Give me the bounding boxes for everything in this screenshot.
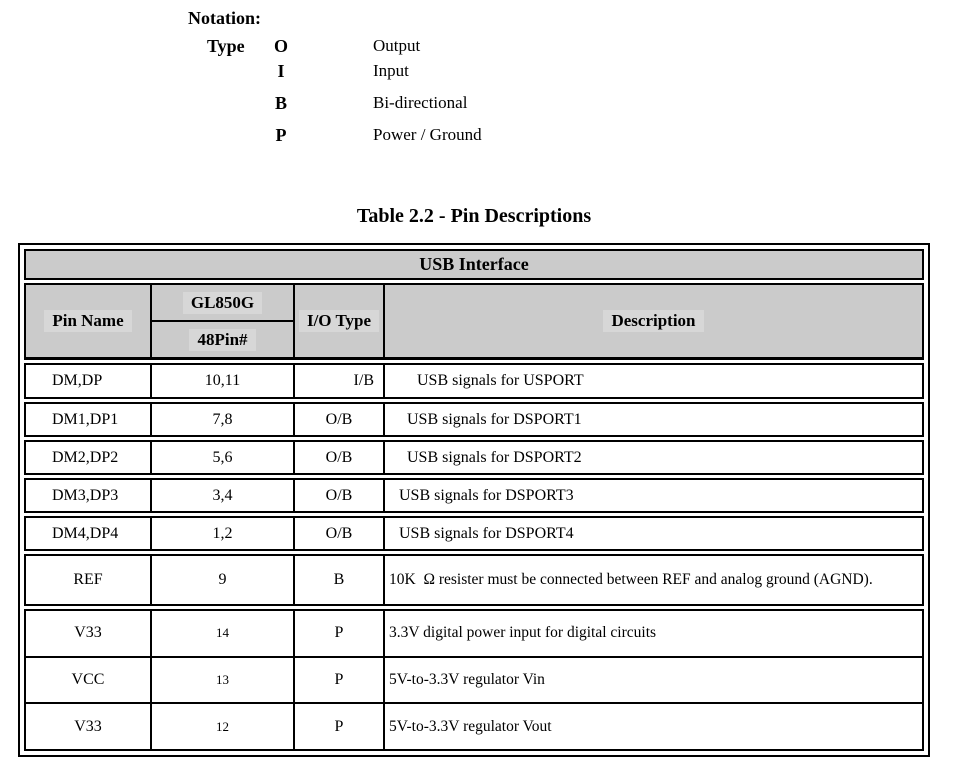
pin-name-cell: V33	[26, 611, 152, 656]
io-type-cell: B	[295, 556, 385, 604]
pin-name-cell: DM2,DP2	[26, 442, 152, 473]
description-cell: USB signals for DSPORT1	[407, 410, 582, 428]
notation-row	[0, 93, 954, 117]
description-cell: USB signals for DSPORT4	[399, 524, 574, 542]
io-type-cell: P	[295, 658, 385, 703]
notation-meaning: Input	[373, 61, 409, 80]
usb-interface-label: USB Interface	[419, 254, 529, 274]
table-row	[24, 440, 924, 475]
notation-heading: Notation:	[188, 8, 261, 28]
table-row	[26, 656, 922, 703]
chip-name-header	[152, 285, 293, 322]
pin-number-cell: 3,4	[152, 480, 295, 511]
table-row	[26, 702, 922, 749]
pin-name-header	[26, 285, 152, 357]
chip-name-header-label: GL850G	[183, 292, 262, 314]
pin-name-header-label: Pin Name	[44, 310, 131, 332]
table-row	[26, 611, 922, 656]
table-row	[24, 554, 924, 606]
pin-number-cell: 5,6	[152, 442, 295, 473]
pin-number-cell: 12	[152, 704, 295, 749]
pin-name-cell: DM,DP	[26, 365, 152, 397]
io-type-cell: P	[295, 704, 385, 749]
pin-name-cell: REF	[26, 556, 152, 604]
io-type-header-label: I/O Type	[299, 310, 379, 332]
pin-name-cell: DM1,DP1	[26, 404, 152, 435]
pin-name-cell: VCC	[26, 658, 152, 703]
pin-name-cell: DM3,DP3	[26, 480, 152, 511]
pin-number-header	[152, 322, 293, 357]
notation-row	[0, 36, 954, 60]
pin-name-cell: V33	[26, 704, 152, 749]
table-row	[24, 516, 924, 551]
io-type-header	[295, 285, 385, 357]
description-cell: 10K Ω resister must be connected between REF and analog ground (AGND).	[389, 570, 873, 588]
description-cell: 3.3V digital power input for digital circuits	[389, 624, 657, 642]
table-header-row	[24, 283, 924, 360]
notation-meaning: Output	[373, 36, 421, 55]
description-cell: USB signals for USPORT	[417, 372, 584, 389]
chip-pin-header	[152, 285, 295, 357]
notation-type-label: Type	[207, 36, 245, 56]
notation-meaning: Power / Ground	[373, 125, 482, 144]
pin-number-cell: 1,2	[152, 518, 295, 549]
notation-symbol: O	[273, 36, 288, 56]
table-row	[24, 402, 924, 437]
pin-descriptions-table	[18, 243, 930, 757]
power-row-group	[24, 609, 924, 751]
notation-row	[0, 125, 954, 149]
io-type-cell: O/B	[295, 480, 385, 511]
io-type-cell: O/B	[295, 404, 385, 435]
pin-number-cell: 9	[152, 556, 295, 604]
pin-number-cell: 7,8	[152, 404, 295, 435]
io-type-cell: P	[295, 611, 385, 656]
io-type-cell: I/B	[295, 365, 385, 397]
table-row	[24, 363, 924, 399]
io-type-cell: O/B	[295, 518, 385, 549]
usb-interface-group-header	[24, 249, 924, 280]
pin-number-cell: 13	[152, 658, 295, 703]
notation-symbol: B	[274, 93, 287, 113]
description-cell: USB signals for DSPORT2	[407, 448, 582, 466]
pin-number-header-label: 48Pin#	[189, 329, 255, 351]
io-type-cell: O/B	[295, 442, 385, 473]
pin-number-cell: 14	[152, 611, 295, 656]
table-title: Table 2.2 - Pin Descriptions	[356, 205, 592, 227]
notation-row	[0, 61, 954, 85]
description-header	[385, 285, 922, 357]
description-header-label: Description	[603, 310, 703, 332]
notation-symbol: I	[277, 61, 285, 81]
description-cell: 5V-to-3.3V regulator Vout	[389, 717, 552, 735]
description-cell: USB signals for DSPORT3	[399, 486, 574, 504]
pin-name-cell: DM4,DP4	[26, 518, 152, 549]
notation-meaning: Bi-directional	[373, 93, 468, 112]
notation-symbol: P	[275, 125, 287, 145]
table-row	[24, 478, 924, 513]
description-cell: 5V-to-3.3V regulator Vin	[389, 670, 545, 688]
pin-number-cell: 10,11	[152, 365, 295, 397]
